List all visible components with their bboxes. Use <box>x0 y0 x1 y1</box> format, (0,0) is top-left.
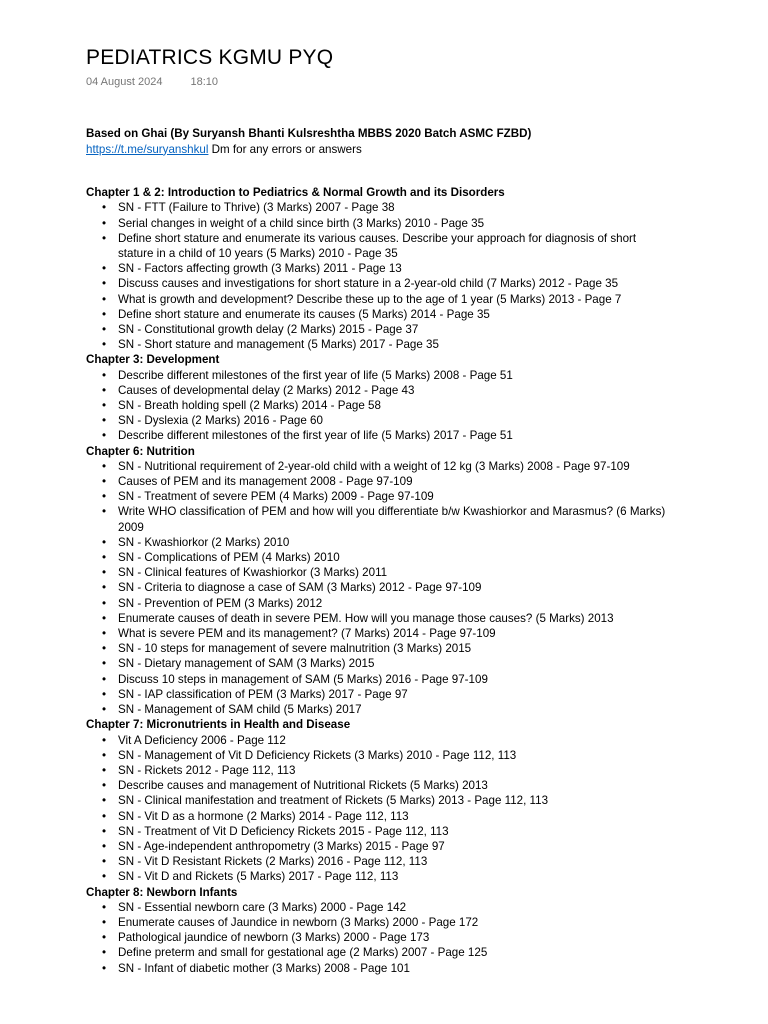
question-item: • SN - Criteria to diagnose a case of SAM (3 Marks) 2012 - Page 97-109 <box>118 580 768 595</box>
chapter-heading: Chapter 6: Nutrition <box>86 444 195 458</box>
intro-contact-text: Dm for any errors or answers <box>208 142 362 156</box>
chapter-question-list <box>86 900 768 976</box>
question-item: • Causes of PEM and its management 2008 - Page 97-109 <box>118 474 768 489</box>
question-item: • Define short stature and enumerate its causes (5 Marks) 2014 - Page 35 <box>118 307 768 322</box>
question-item: • Pathological jaundice of newborn (3 Marks) 2000 - Page 173 <box>118 930 768 945</box>
question-item: • SN - FTT (Failure to Thrive) (3 Marks) 2007 - Page 38 <box>118 200 768 215</box>
question-item: • SN - IAP classification of PEM (3 Marks) 2017 - Page 97 <box>118 687 768 702</box>
chapter-heading: Chapter 8: Newborn Infants <box>86 885 238 899</box>
question-item: • SN - Short stature and management (5 Marks) 2017 - Page 35 <box>118 337 768 352</box>
question-item: • What is growth and development? Describe these up to the age of 1 year (5 Marks) 2013 - Page 7 <box>118 292 768 307</box>
question-item: • Define short stature and enumerate its various causes. Describe your approach for diagnosis of short stature in a child of 10 years (5 Marks) 2010 - Page 35 <box>118 231 768 261</box>
question-item: • Describe different milestones of the first year of life (5 Marks) 2008 - Page 51 <box>118 368 768 383</box>
question-item: • SN - Dyslexia (2 Marks) 2016 - Page 60 <box>118 413 768 428</box>
chapters-list <box>86 185 768 976</box>
chapter-heading: Chapter 3: Development <box>86 353 220 367</box>
question-item: • What is severe PEM and its management? (7 Marks) 2014 - Page 97-109 <box>118 626 768 641</box>
question-item: • SN - Prevention of PEM (3 Marks) 2012 <box>118 596 768 611</box>
question-item: • Enumerate causes of death in severe PEM. How will you manage those causes? (5 Marks) 2013 <box>118 611 768 626</box>
question-item: • Serial changes in weight of a child since birth (3 Marks) 2010 - Page 35 <box>118 216 768 231</box>
question-item: • SN - Nutritional requirement of 2-year-old child with a weight of 12 kg (3 Marks) 2008 - Page 97-109 <box>118 459 768 474</box>
page-date: 04 August 2024 <box>86 76 163 88</box>
intro-contact-line <box>86 142 768 158</box>
question-item: • SN - Factors affecting growth (3 Marks) 2011 - Page 13 <box>118 261 768 276</box>
question-item: • SN - Age-independent anthropometry (3 Marks) 2015 - Page 97 <box>118 839 768 854</box>
chapter-question-list <box>86 368 768 444</box>
chapter-heading: Chapter 1 & 2: Introduction to Pediatrics & Normal Growth and its Disorders <box>86 186 505 200</box>
question-item: • SN - Clinical features of Kwashiorkor (3 Marks) 2011 <box>118 565 768 580</box>
question-item: • Write WHO classification of PEM and how will you differentiate b/w Kwashiorkor and Marasmus? (6 Marks) 2009 <box>118 504 768 534</box>
question-item: • SN - Treatment of Vit D Deficiency Rickets 2015 - Page 112, 113 <box>118 824 768 839</box>
intro-block <box>86 126 768 157</box>
question-item: • SN - Vit D Resistant Rickets (2 Marks) 2016 - Page 112, 113 <box>118 854 768 869</box>
question-item: • SN - Clinical manifestation and treatment of Rickets (5 Marks) 2013 - Page 112, 113 <box>118 793 768 808</box>
chapter-question-list <box>86 200 768 352</box>
question-item: • Enumerate causes of Jaundice in newborn (3 Marks) 2000 - Page 172 <box>118 915 768 930</box>
question-item: • Causes of developmental delay (2 Marks) 2012 - Page 43 <box>118 383 768 398</box>
question-item: • Discuss causes and investigations for short stature in a 2-year-old child (7 Marks) 2012 - Page 35 <box>118 276 768 291</box>
question-item: • Describe causes and management of Nutritional Rickets (5 Marks) 2013 <box>118 778 768 793</box>
question-item: • SN - Dietary management of SAM (3 Marks) 2015 <box>118 656 768 671</box>
telegram-link[interactable]: https://t.me/suryanshkul <box>86 142 209 156</box>
intro-credit: Based on Ghai (By Suryansh Bhanti Kulsreshtha MBBS 2020 Batch ASMC FZBD) <box>86 127 532 140</box>
page-meta <box>86 74 768 90</box>
question-item: • SN - Complications of PEM (4 Marks) 2010 <box>118 550 768 565</box>
page-title: PEDIATRICS KGMU PYQ <box>86 46 334 69</box>
question-item: • SN - 10 steps for management of severe malnutrition (3 Marks) 2015 <box>118 641 768 656</box>
chapter-question-list <box>86 733 768 885</box>
question-item: • SN - Rickets 2012 - Page 112, 113 <box>118 763 768 778</box>
question-item: • SN - Kwashiorkor (2 Marks) 2010 <box>118 535 768 550</box>
question-item: • SN - Treatment of severe PEM (4 Marks) 2009 - Page 97-109 <box>118 489 768 504</box>
question-item: • SN - Vit D and Rickets (5 Marks) 2017 - Page 112, 113 <box>118 869 768 884</box>
question-item: • SN - Infant of diabetic mother (3 Marks) 2008 - Page 101 <box>118 961 768 976</box>
question-item: • SN - Management of Vit D Deficiency Rickets (3 Marks) 2010 - Page 112, 113 <box>118 748 768 763</box>
chapter-heading: Chapter 7: Micronutrients in Health and Disease <box>86 718 351 732</box>
question-item: • Describe different milestones of the first year of life (5 Marks) 2017 - Page 51 <box>118 428 768 443</box>
question-item: • SN - Constitutional growth delay (2 Marks) 2015 - Page 37 <box>118 322 768 337</box>
question-item: • Define preterm and small for gestational age (2 Marks) 2007 - Page 125 <box>118 945 768 960</box>
question-item: • SN - Vit D as a hormone (2 Marks) 2014 - Page 112, 113 <box>118 809 768 824</box>
chapter-question-list <box>86 459 768 717</box>
question-item: • SN - Essential newborn care (3 Marks) 2000 - Page 142 <box>118 900 768 915</box>
question-item: • Discuss 10 steps in management of SAM (5 Marks) 2016 - Page 97-109 <box>118 672 768 687</box>
page-time: 18:10 <box>190 76 218 88</box>
question-item: • Vit A Deficiency 2006 - Page 112 <box>118 733 768 748</box>
question-item: • SN - Management of SAM child (5 Marks) 2017 <box>118 702 768 717</box>
question-item: • SN - Breath holding spell (2 Marks) 2014 - Page 58 <box>118 398 768 413</box>
